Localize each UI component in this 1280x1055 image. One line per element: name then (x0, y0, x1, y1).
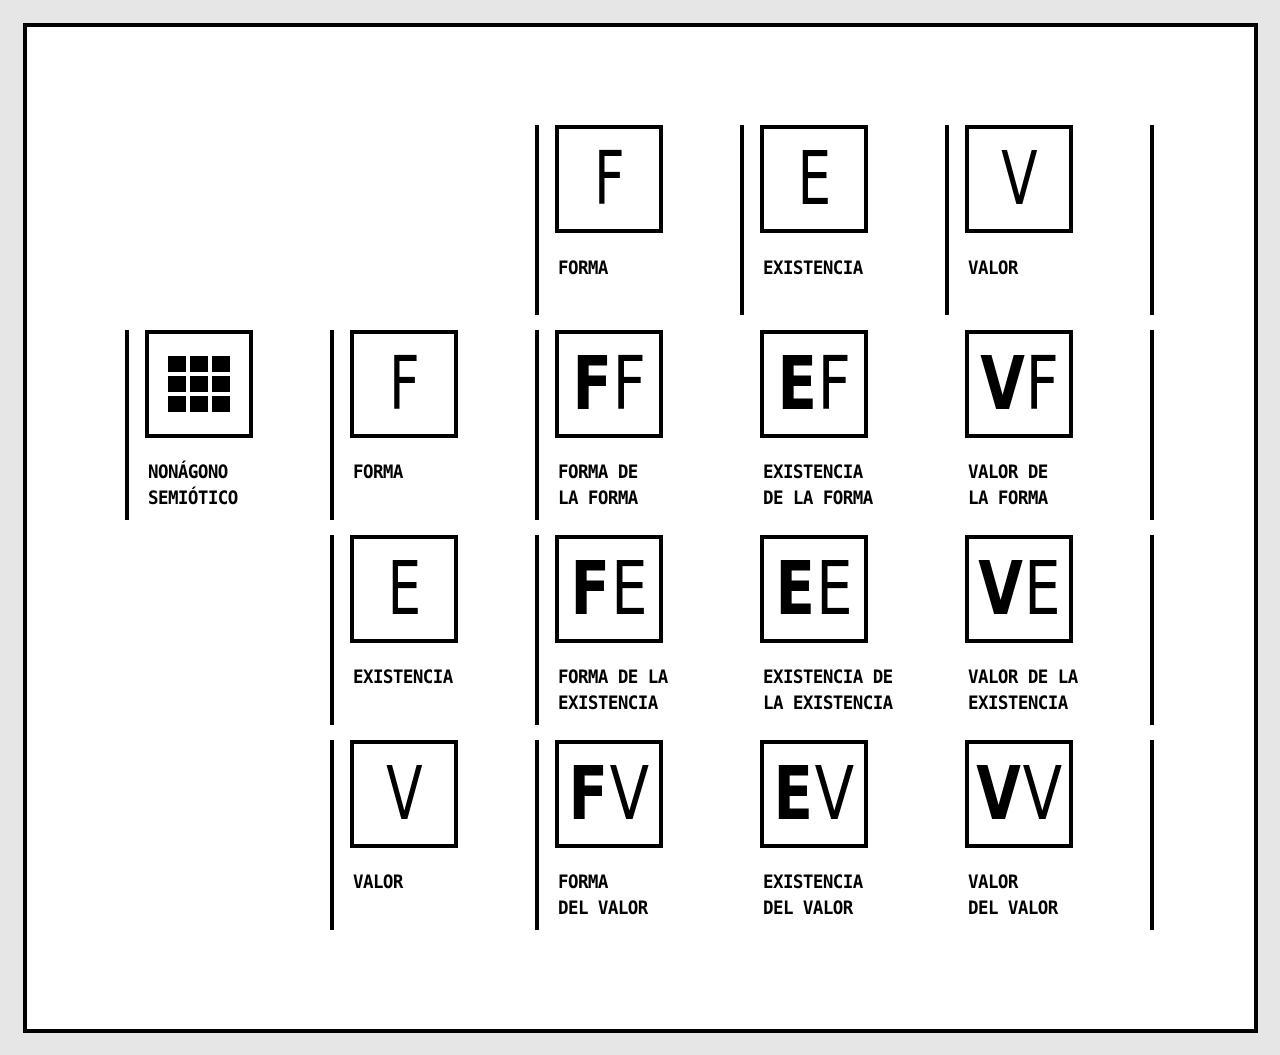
root-label: NONÁGONO SEMIÓTICO (148, 461, 238, 509)
cell-symbol-light: V (1022, 751, 1063, 837)
cell-symbol-bold: E (775, 546, 816, 632)
column-header-box-valor (965, 125, 1073, 233)
cell-symbol-light: E (816, 546, 853, 632)
cell-symbol-bold: V (978, 546, 1023, 632)
divider-line (1150, 535, 1154, 725)
divider-line (945, 125, 949, 315)
column-header-label: FORMA (558, 257, 608, 279)
cell-symbol-light: V (814, 751, 855, 837)
cell-box-vv (965, 740, 1073, 848)
cell-label: FORMA DEL VALOR (558, 871, 648, 919)
column-header-label: VALOR (968, 257, 1018, 279)
column-header-box-existencia (760, 125, 868, 233)
row-header-label: FORMA (353, 461, 403, 483)
row-header-box-existencia (350, 535, 458, 643)
row-header-box-forma (350, 330, 458, 438)
cell-label: EXISTENCIA DE LA FORMA (763, 461, 873, 509)
row-header-box-valor (350, 740, 458, 848)
cell-label: EXISTENCIA DEL VALOR (763, 871, 863, 919)
nine-grid-icon (168, 356, 230, 412)
divider-line (740, 125, 744, 315)
cell-label: FORMA DE LA FORMA (558, 461, 638, 509)
row-header-symbol: V (385, 751, 423, 837)
divider-line (535, 330, 539, 520)
column-header-symbol: V (1000, 136, 1038, 222)
root-box (145, 330, 253, 438)
cell-label: EXISTENCIA DE LA EXISTENCIA (763, 666, 893, 714)
cell-symbol-bold: V (980, 341, 1026, 427)
divider-line (535, 125, 539, 315)
cell-box-ff (555, 330, 663, 438)
cell-symbol-light: F (1026, 341, 1060, 427)
cell-label: FORMA DE LA EXISTENCIA (558, 666, 668, 714)
cell-label: VALOR DE LA FORMA (968, 461, 1048, 509)
cell-symbol-bold: V (976, 751, 1022, 837)
cell-box-fv (555, 740, 663, 848)
cell-label: VALOR DE LA EXISTENCIA (968, 666, 1078, 714)
cell-box-fe (555, 535, 663, 643)
divider-line (330, 740, 334, 930)
divider-line (535, 535, 539, 725)
row-header-label: VALOR (353, 871, 403, 893)
cell-box-ef (760, 330, 868, 438)
cell-symbol-bold: F (570, 546, 611, 632)
divider-line (535, 740, 539, 930)
cell-symbol-light: F (612, 341, 646, 427)
cell-symbol-bold: F (572, 341, 613, 427)
row-header-label: EXISTENCIA (353, 666, 453, 688)
divider-line (1150, 740, 1154, 930)
divider-line (1150, 125, 1154, 315)
row-header-symbol: E (387, 546, 421, 632)
column-header-box-forma (555, 125, 663, 233)
divider-line (330, 330, 334, 520)
row-header-symbol: F (388, 341, 420, 427)
cell-label: VALOR DEL VALOR (968, 871, 1058, 919)
divider-line (125, 330, 129, 520)
divider-line (1150, 330, 1154, 520)
cell-symbol-light: V (609, 751, 650, 837)
cell-symbol-bold: F (568, 751, 609, 837)
column-header-symbol: E (797, 136, 831, 222)
cell-symbol-light: F (817, 341, 851, 427)
divider-line (330, 535, 334, 725)
cell-symbol-bold: E (773, 751, 814, 837)
column-header-label: EXISTENCIA (763, 257, 863, 279)
cell-symbol-light: E (611, 546, 648, 632)
cell-symbol-light: E (1024, 546, 1061, 632)
column-header-symbol: F (593, 136, 625, 222)
cell-box-ve (965, 535, 1073, 643)
cell-symbol-bold: E (777, 341, 818, 427)
cell-box-vf (965, 330, 1073, 438)
cell-box-ee (760, 535, 868, 643)
cell-box-ev (760, 740, 868, 848)
